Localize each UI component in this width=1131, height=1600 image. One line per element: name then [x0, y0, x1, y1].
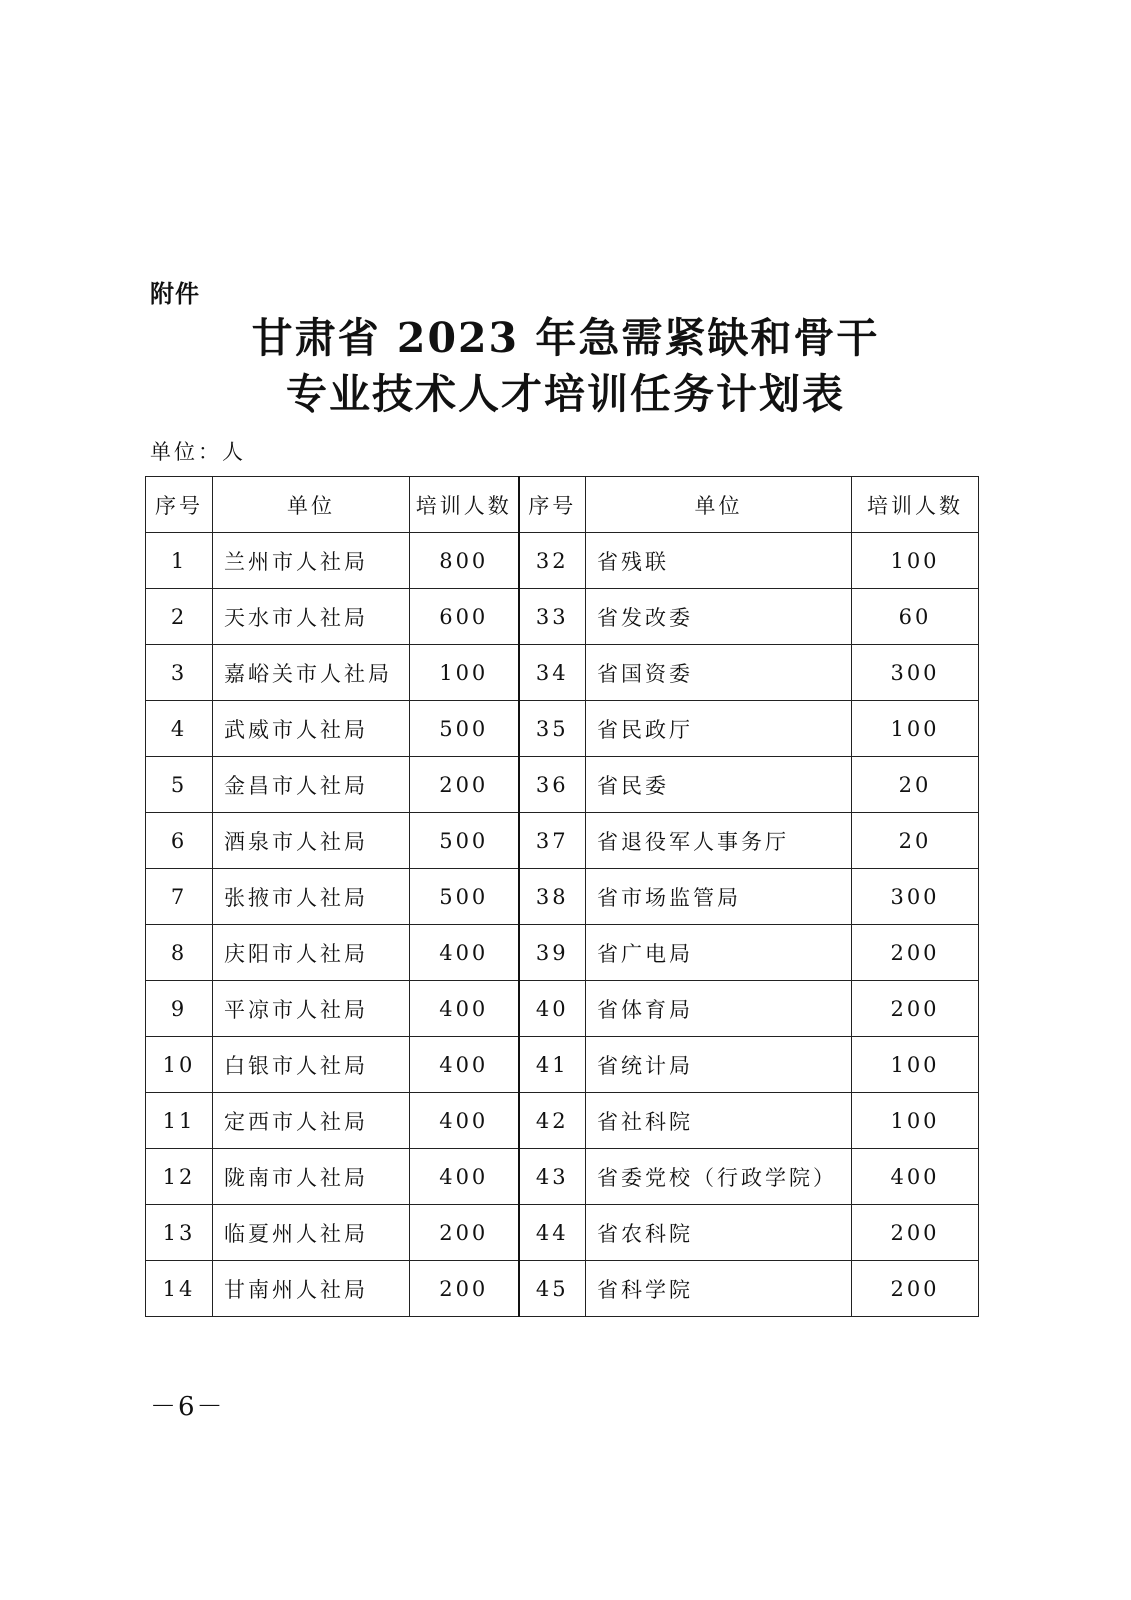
cell-count-right: 300 — [852, 645, 979, 701]
cell-unit-left: 庆阳市人社局 — [213, 925, 410, 981]
cell-unit-left: 武威市人社局 — [213, 701, 410, 757]
cell-unit-right: 省退役军人事务厅 — [586, 813, 852, 869]
table-row — [146, 925, 979, 981]
cell-count-right: 400 — [852, 1149, 979, 1205]
table-row — [146, 1093, 979, 1149]
cell-count-right: 20 — [852, 757, 979, 813]
cell-unit-right: 省民委 — [586, 757, 852, 813]
header-seq-left: 序号 — [146, 477, 213, 533]
cell-seq-left: 2 — [146, 589, 213, 645]
table-row — [146, 757, 979, 813]
cell-unit-right: 省社科院 — [586, 1093, 852, 1149]
cell-unit-left: 嘉峪关市人社局 — [213, 645, 410, 701]
cell-unit-right: 省国资委 — [586, 645, 852, 701]
cell-seq-left: 5 — [146, 757, 213, 813]
header-count-right: 培训人数 — [852, 477, 979, 533]
cell-seq-left: 9 — [146, 981, 213, 1037]
table-row — [146, 645, 979, 701]
table-row — [146, 1149, 979, 1205]
cell-unit-right: 省民政厅 — [586, 701, 852, 757]
table-row — [146, 1261, 979, 1317]
cell-count-right: 300 — [852, 869, 979, 925]
cell-count-right: 200 — [852, 925, 979, 981]
cell-seq-right: 42 — [519, 1093, 586, 1149]
unit-label: 单位：人 — [150, 440, 246, 464]
cell-unit-right: 省发改委 — [586, 589, 852, 645]
cell-unit-right: 省农科院 — [586, 1205, 852, 1261]
cell-seq-right: 34 — [519, 645, 586, 701]
table-row — [146, 869, 979, 925]
cell-count-right: 200 — [852, 1261, 979, 1317]
cell-seq-left: 1 — [146, 533, 213, 589]
cell-seq-right: 44 — [519, 1205, 586, 1261]
cell-unit-left: 定西市人社局 — [213, 1093, 410, 1149]
header-unit-left: 单位 — [213, 477, 410, 533]
cell-unit-left: 张掖市人社局 — [213, 869, 410, 925]
cell-seq-right: 32 — [519, 533, 586, 589]
cell-unit-left: 陇南市人社局 — [213, 1149, 410, 1205]
cell-count-right: 200 — [852, 981, 979, 1037]
table-row — [146, 533, 979, 589]
cell-seq-right: 43 — [519, 1149, 586, 1205]
cell-unit-left: 金昌市人社局 — [213, 757, 410, 813]
cell-seq-left: 10 — [146, 1037, 213, 1093]
cell-unit-right: 省委党校（行政学院） — [586, 1149, 852, 1205]
cell-count-left: 600 — [410, 589, 519, 645]
table-row — [146, 589, 979, 645]
table-body — [146, 533, 979, 1317]
cell-count-right: 60 — [852, 589, 979, 645]
cell-seq-right: 37 — [519, 813, 586, 869]
cell-unit-left: 兰州市人社局 — [213, 533, 410, 589]
cell-seq-left: 7 — [146, 869, 213, 925]
cell-count-right: 200 — [852, 1205, 979, 1261]
cell-count-left: 400 — [410, 1149, 519, 1205]
cell-unit-left: 临夏州人社局 — [213, 1205, 410, 1261]
cell-count-left: 800 — [410, 533, 519, 589]
cell-unit-left: 平凉市人社局 — [213, 981, 410, 1037]
document-title-line-2: 专业技术人才培训任务计划表 — [286, 370, 845, 418]
training-plan-table — [145, 476, 979, 1317]
cell-seq-left: 3 — [146, 645, 213, 701]
cell-seq-left: 6 — [146, 813, 213, 869]
header-unit-right: 单位 — [586, 477, 852, 533]
document-title-line-1: 甘肃省 2023 年急需紧缺和骨干 — [251, 314, 880, 362]
cell-seq-left: 8 — [146, 925, 213, 981]
cell-seq-right: 33 — [519, 589, 586, 645]
cell-count-left: 400 — [410, 1037, 519, 1093]
cell-seq-left: 12 — [146, 1149, 213, 1205]
cell-seq-right: 35 — [519, 701, 586, 757]
cell-unit-right: 省体育局 — [586, 981, 852, 1037]
cell-seq-left: 11 — [146, 1093, 213, 1149]
cell-count-right: 20 — [852, 813, 979, 869]
cell-unit-left: 天水市人社局 — [213, 589, 410, 645]
table-row — [146, 813, 979, 869]
cell-count-left: 500 — [410, 701, 519, 757]
cell-count-left: 400 — [410, 925, 519, 981]
cell-unit-right: 省统计局 — [586, 1037, 852, 1093]
cell-seq-left: 14 — [146, 1261, 213, 1317]
cell-seq-right: 36 — [519, 757, 586, 813]
cell-count-right: 100 — [852, 701, 979, 757]
cell-unit-left: 白银市人社局 — [213, 1037, 410, 1093]
cell-count-left: 200 — [410, 757, 519, 813]
cell-seq-right: 45 — [519, 1261, 586, 1317]
cell-seq-left: 13 — [146, 1205, 213, 1261]
cell-unit-left: 甘南州人社局 — [213, 1261, 410, 1317]
cell-count-left: 400 — [410, 1093, 519, 1149]
cell-count-left: 500 — [410, 869, 519, 925]
header-seq-right: 序号 — [519, 477, 586, 533]
cell-count-right: 100 — [852, 1037, 979, 1093]
table-row — [146, 1205, 979, 1261]
cell-count-left: 200 — [410, 1205, 519, 1261]
cell-seq-right: 38 — [519, 869, 586, 925]
table-header-row — [146, 477, 979, 533]
header-count-left: 培训人数 — [410, 477, 519, 533]
cell-seq-left: 4 — [146, 701, 213, 757]
cell-count-left: 100 — [410, 645, 519, 701]
cell-unit-right: 省市场监管局 — [586, 869, 852, 925]
cell-seq-right: 39 — [519, 925, 586, 981]
cell-count-left: 500 — [410, 813, 519, 869]
table-row — [146, 1037, 979, 1093]
cell-seq-right: 40 — [519, 981, 586, 1037]
cell-count-right: 100 — [852, 1093, 979, 1149]
cell-count-left: 200 — [410, 1261, 519, 1317]
table-row — [146, 701, 979, 757]
cell-unit-right: 省广电局 — [586, 925, 852, 981]
attachment-label: 附件 — [150, 280, 200, 308]
cell-count-right: 100 — [852, 533, 979, 589]
cell-unit-right: 省科学院 — [586, 1261, 852, 1317]
page-number: －6－ — [150, 1392, 225, 1422]
cell-count-left: 400 — [410, 981, 519, 1037]
cell-unit-left: 酒泉市人社局 — [213, 813, 410, 869]
cell-seq-right: 41 — [519, 1037, 586, 1093]
cell-unit-right: 省残联 — [586, 533, 852, 589]
table-row — [146, 981, 979, 1037]
